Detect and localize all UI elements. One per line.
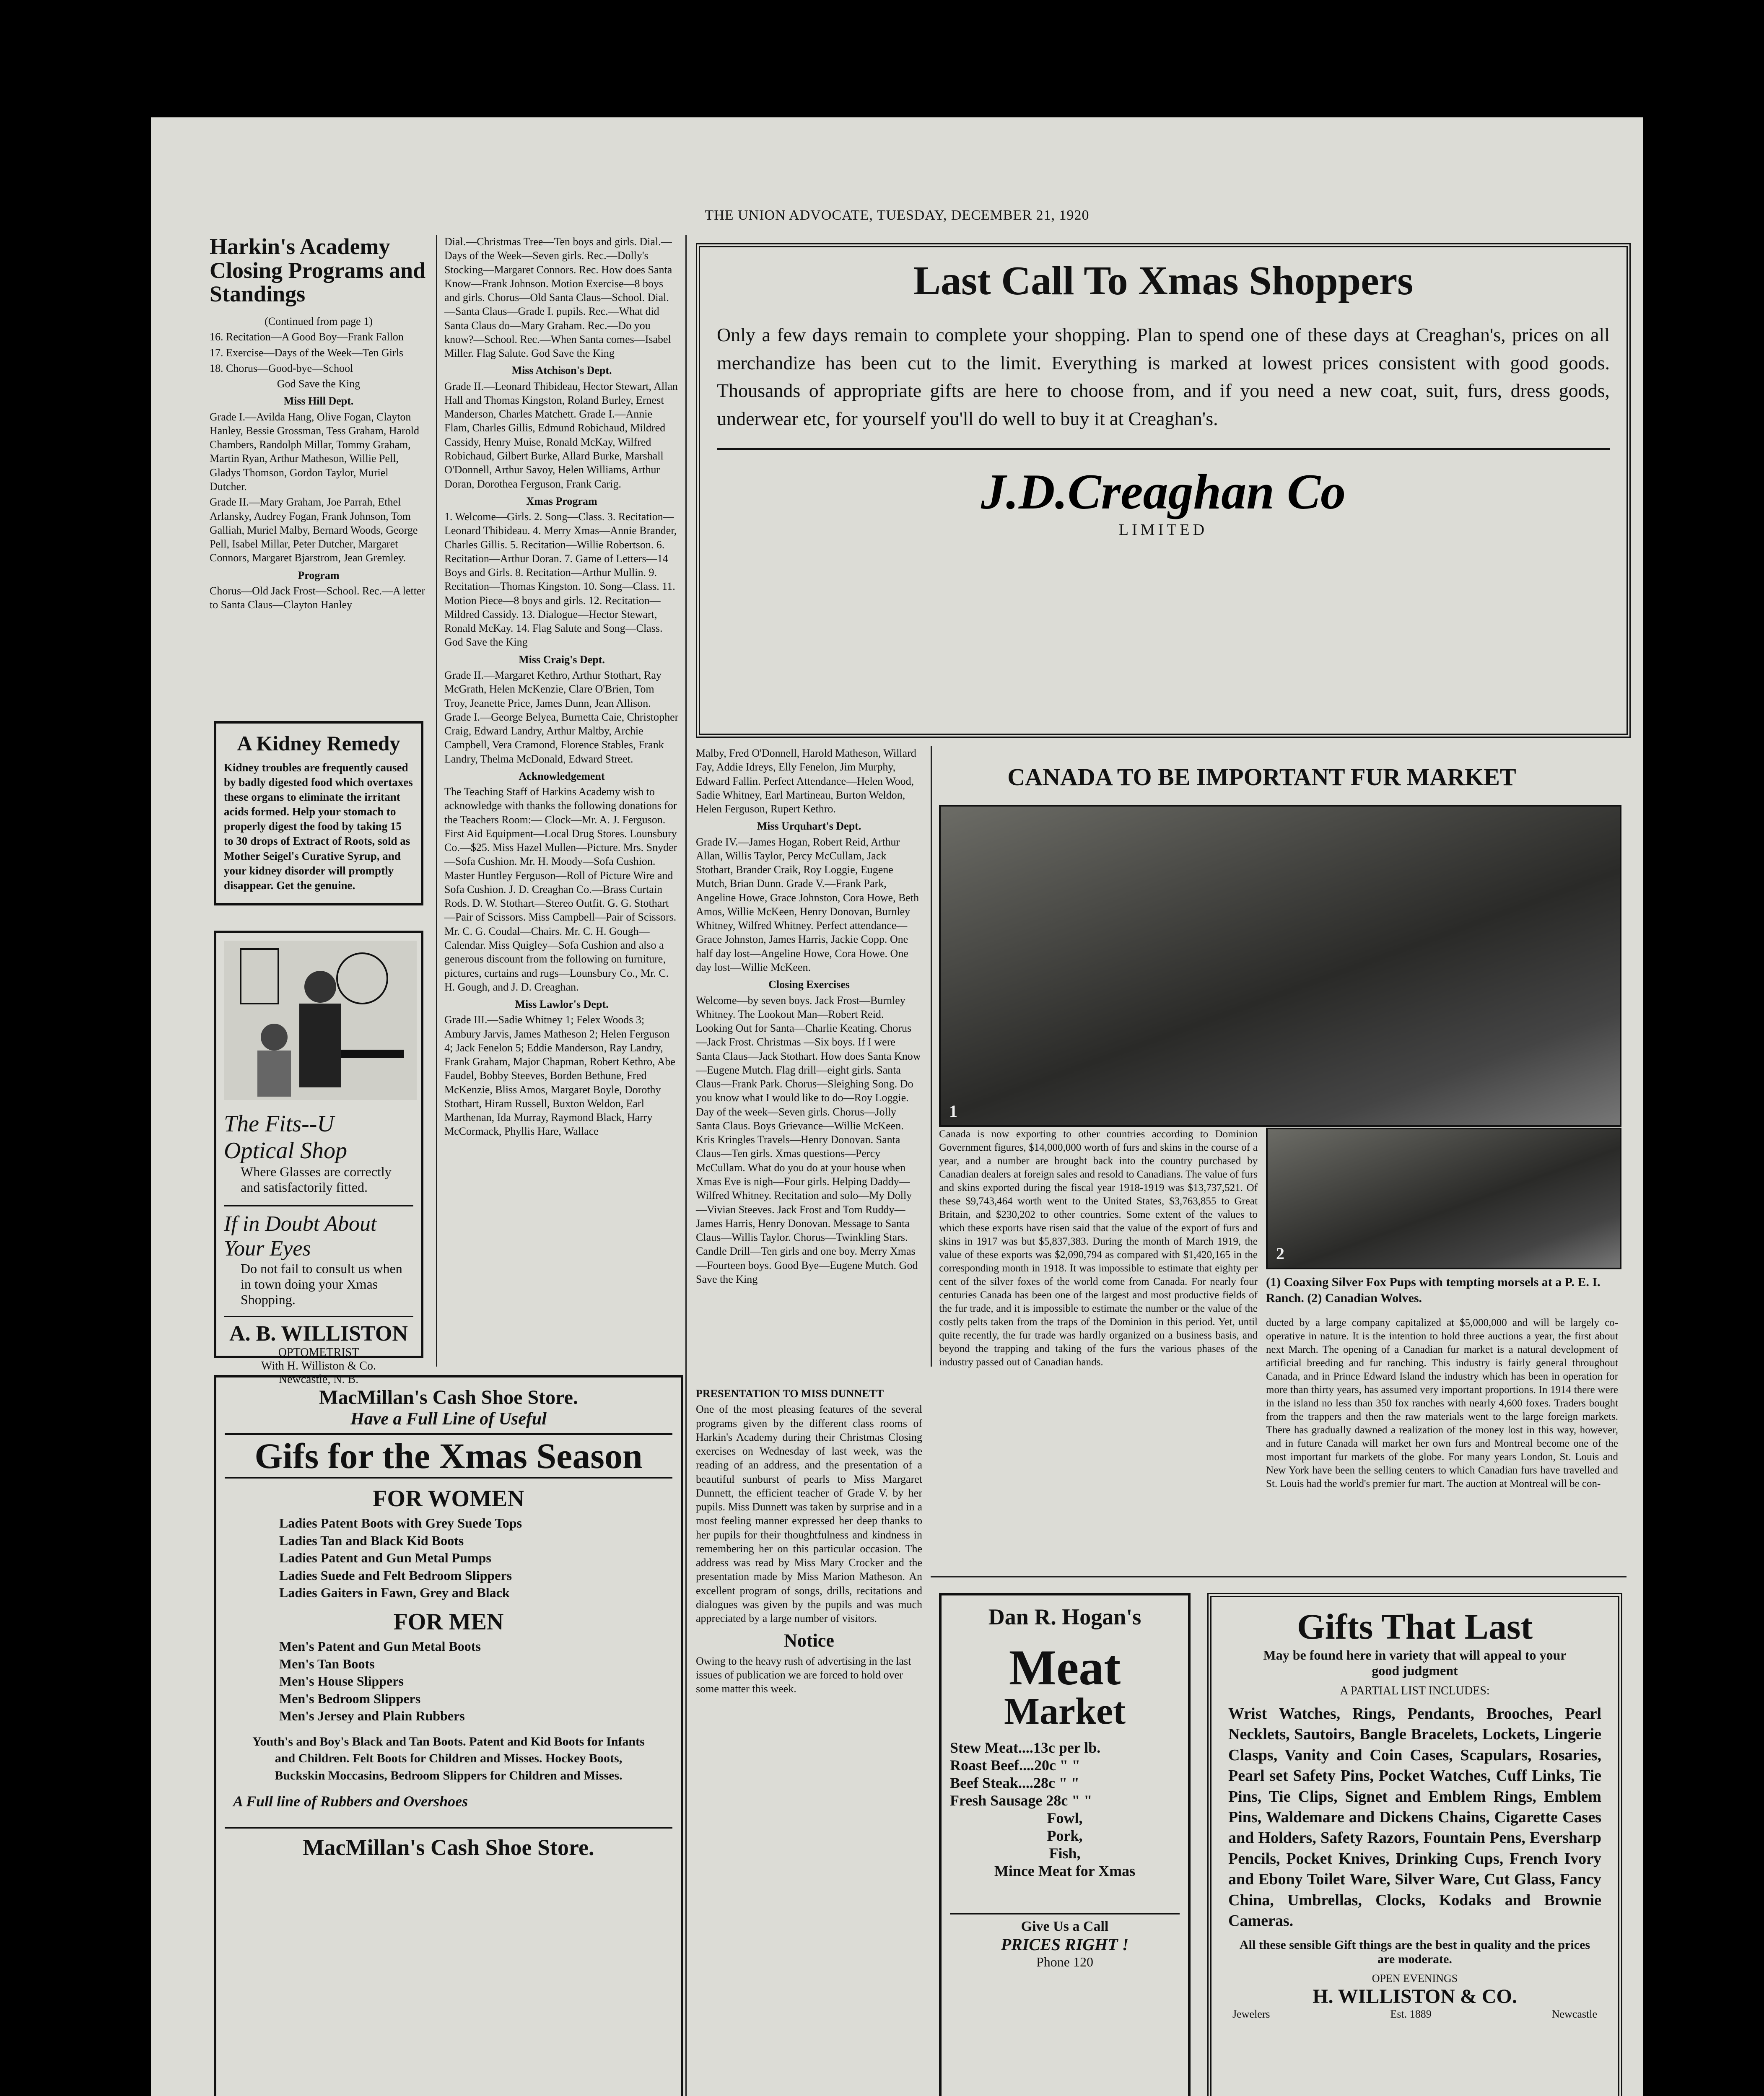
fur-article-text: ducted by a large company capitalized at $5,000,000 and will be largely co-operative in nature. It is the intention to hold three auctions a year, the first about next March. The opening of a Canadian fur market is a natural development of artificial breeding and fur ranching. This industry is fairly general throughout Canada, and in Prince Edward Island the industry which has been in operation for more than thirty years, has assumed very important proportions. In 1914 there were in the island no less than 350 fox ranches with nearly 4,600 foxes. Traders bought from the trappers and then the raw materials went to the large foreign markets. There has gradually dawned a realization of the money lost in this way, however, and in future Canada will market her own furs and Montreal become one of the most important fur markets of the globe. For many years London, St. Louis and New York have been the selling centers to which Canadian furs have travelled and St. Louis had the world's premier fur mart. The auction at Montreal will be con- — [1266, 1317, 1618, 1489]
grade-list: Grade III.—Sadie Whitney 1; Felex Woods 3; Ambury Jarvis, James Matheson 2; Helen Ferguson 4; Jack Fenelon 5; Eddie Manderson, Ray Landry, Frank Graham, Major Chapman, Robert Kethro, Abe Faudel, Bobby Steeves, Borden Bethune, Fred McKenzie, Bliss Amos, Margaret Boyle, Dorothy Stothart, Hiram Russell, Buxton Weldon, Earl Marthenan, Ida Murray, Raymond Black, Harry McCormack, Phyllis Hare, Wallace — [444, 1014, 675, 1138]
optical-shop-ad — [214, 931, 423, 1386]
gifts-partial: A PARTIAL LIST INCLUDES: — [1340, 1684, 1490, 1697]
grade-list: Grade IV.—James Hogan, Robert Reid, Arthur Allan, Willis Taylor, Percy McCullam, Jack Stothart, Brander Craik, Roy Loggie, Eugene Mutch, Brian Dunn. Grade V.—Frank Park, Angeline Howe, Grace Johnston, Cora Howe, Beth Amos, Willie McKeen, Henry Donovan, Burnley Whitney, Wilfred Whitney. Perfect attendance—Grace Johnston, James Harris, Jackie Copp. One half day lost—Angeline Howe, Cora Howe. One day lost—Willie McKeen. — [696, 835, 919, 973]
optical-body-2: Do not fail to consult us when in town doing your Xmas Shopping. — [241, 1261, 402, 1307]
fur-market-headline: CANADA TO BE IMPORTANT FUR MARKET — [1007, 763, 1516, 791]
grade-list: Grade II.—Leonard Thibideau, Hector Stewart, Allan Hall and Thomas Kingston, Roland Burley, Ernest Manderson, Charles Matchett. Grade I.—Annie Flam, Charles Gillis, Edmund Robichaud, Mildred Cassidy, Henry Muise, Ronald McKay, Wilfred Robichaud, Gilbert Burke, Allard Burke, Marshall O'Donnell, Arthur Savoy, Helen Williams, Arthur Doran, Dorothea Ferguson, Frank Carig. — [444, 380, 678, 490]
women-item: Ladies Tan and Black Kid Boots — [279, 1533, 464, 1548]
gifts-jewelers: Jewelers — [1232, 2008, 1270, 2021]
program-item: 18. Chorus—Good-bye—School — [210, 362, 353, 374]
school-program-column — [444, 235, 679, 1367]
program-item: 16. Recitation—A Good Boy—Frank Fallon — [210, 331, 404, 343]
column-rule — [436, 235, 437, 1367]
gifts-note: All these sensible Gift things are the best in quality and the prices are moderate. — [1239, 1938, 1590, 1966]
women-heading: FOR WOMEN — [373, 1486, 524, 1512]
acknowledgement-text: The Teaching Staff of Harkins Academy wish to acknowledge with thanks the following donations for the Teachers Room:— Clock—Mr. A. J. Ferguson. First Aid Equipment—Local Drug Stores. Lounsbury Co.—$25. Miss Hazel Mullen—Picture. Mrs. Snyder—Sofa Cushion. Mr. H. Moody—Sofa Cushion. Master Huntley Ferguson—Roll of Picture Wire and Sofa Cushion. J. D. Creaghan Co.—Brass Curtain Rods. D. W. Stothart—Stereo Outfit. G. G. Stothart—Pair of Scissors. Miss Campbell—Pair of Scissors. Mr. C. G. Coudal—Chairs. Mr. C. H. Gough—Calendar. Miss Quigley—Sofa Cushion and also a generous discount from the following on furniture, pictures, curtains and rugs—Lounsbury Co., Mr. C. H. Gough, and J. D. Creaghan. — [444, 786, 677, 993]
price-line: Mince Meat for Xmas — [994, 1863, 1136, 1879]
xmas-ad-headline: Last Call To Xmas Shoppers — [913, 258, 1414, 304]
men-item: Men's Patent and Gun Metal Boots — [279, 1638, 481, 1654]
photo-number: 2 — [1276, 1244, 1284, 1263]
closing-exercises-column — [696, 746, 922, 1375]
presentation-column — [696, 1383, 922, 2096]
creaghan-logo: J.D.Creaghan Co — [981, 463, 1346, 519]
women-item: Ladies Patent Boots with Grey Suede Tops — [279, 1515, 522, 1530]
xmas-program-heading: Xmas Program — [526, 495, 597, 507]
section-rule — [931, 1576, 1627, 1577]
women-item: Ladies Gaiters in Fawn, Grey and Black — [279, 1585, 510, 1601]
harkins-column — [210, 235, 428, 671]
dept-heading: Miss Urquhart's Dept. — [757, 820, 861, 833]
program-heading: Program — [298, 569, 340, 581]
optical-title-2: Optical Shop — [224, 1138, 347, 1164]
price-line: Pork, — [1047, 1827, 1083, 1844]
acknowledgement-heading: Acknowledgement — [519, 770, 605, 782]
xmas-ad-body: Only a few days remain to complete your shopping. Plan to spend one of these days at Creaghan's, prices on all merchandize has been cut to the limit. Everything is marked at lowest prices consistent with good goods. Thousands of appropriate gifts are here to choose from, and if you need a new coat, suit, furs, dress goods, underwear etc, for yourself you'll do well to buy it at Creaghan's. — [717, 324, 1610, 430]
shoe-store-headline: Gifs for the Xmas Season — [225, 1433, 672, 1479]
program-item: God Save the King — [277, 378, 361, 390]
fur-article-left — [939, 1128, 1258, 1673]
newspaper-page — [151, 117, 1643, 2096]
presentation-text: One of the most pleasing features of the several programs given by the different class rooms of Harkin's Academy during their Christmas Closing exercises on Wednesday of last week, was the reading of an address, and the presentation of a beautiful sunburst of pearls to Miss Margaret Dunnett, the efficient teacher of Grade V. by her pupils. Miss Dunnett was taken by surprise and in a most feeling manner expressed her deep thanks to her pupils for their thoughtfulness and kindness in remembering her on this particular occasion. The address was read by Miss Mary Crocker and the presentation made by Miss Marion Matheson. An excellent program of songs, drills, recitations and dialogues was given by the pupils and was much appreciated by a large number of visitors. — [696, 1403, 922, 1625]
price-line: Fresh Sausage 28c " " — [950, 1792, 1092, 1809]
shoe-store-sub: Have a Full Line of Useful — [350, 1409, 547, 1429]
optometrist-with: With H. Williston & Co. — [261, 1359, 376, 1372]
meat-title: Meat — [1009, 1639, 1121, 1695]
optician-illustration — [224, 941, 417, 1100]
presentation-heading: PRESENTATION TO MISS DUNNETT — [696, 1388, 884, 1400]
price-line: Beef Steak....28c " " — [950, 1774, 1079, 1791]
gifts-store: H. WILLISTON & CO. — [1313, 1985, 1517, 2008]
macmillan-shoe-ad — [214, 1375, 683, 2096]
gifts-open: OPEN EVENINGS — [1372, 1972, 1458, 1985]
dept-heading: Miss Lawlor's Dept. — [515, 998, 609, 1011]
grade-list: Grade I.—Avilda Hang, Olive Fogan, Clayton Hanley, Bessie Grossman, Tess Graham, Harold Chambers, Randolph Millar, Tommy Graham, Martin Ryan, Arthur Matheson, Willie Pell, Gladys Thomson, Gordon Taylor, Muriel Dutcher. — [210, 410, 420, 493]
optometrist-place: Newcastle, N. B. — [278, 1373, 359, 1386]
optical-doubt: If in Doubt About Your Eyes — [224, 1205, 413, 1261]
gifts-sub: May be found here in variety that will appeal to your good judgment — [1263, 1647, 1567, 1678]
grade-list: Malby, Fred O'Donnell, Harold Matheson, Willard Fay, Addie Idreys, Elly Fenelon, Jim Murphy, Edward Fallin. Perfect Attendance—Helen Wood, Sadie Whitney, Earl Martineau, Burton Weldon, Helen Ferguson, Rupert Kethro. — [696, 747, 916, 815]
program-text: Dial.—Christmas Tree—Ten boys and girls. Dial.—Days of the Week—Seven girls. Rec.—Dolly's Stocking—Margaret Connors. Rec. How does Santa Know—Frank Johnson. Motion Exercise—8 boys and girls. Chorus—Old Santa Claus—School. Dial.—Santa Claus—Grade I. pupils. Rec.—What did Santa Claus do—Mary Graham. Rec.—Do you know?—School. Rec.—When Santa comes—Isabel Miller. Flag Salute. God Save the King — [444, 236, 672, 360]
men-item: Men's Tan Boots — [279, 1656, 375, 1671]
kidney-title: A Kidney Remedy — [237, 732, 400, 755]
program-item: 17. Exercise—Days of the Week—Ten Girls — [210, 346, 404, 359]
optical-body-1: Where Glasses are correctly and satisfactorily fitted. — [241, 1164, 392, 1195]
harkins-title: Harkin's Academy Closing Programs and Standings — [210, 234, 426, 307]
women-item: Ladies Patent and Gun Metal Pumps — [279, 1550, 491, 1566]
photo-number: 1 — [949, 1102, 957, 1121]
gifts-title: Gifts That Last — [1297, 1606, 1533, 1647]
men-item: Men's Jersey and Plain Rubbers — [279, 1708, 465, 1724]
wolves-photo — [1266, 1128, 1621, 1269]
price-line: Fowl, — [1047, 1810, 1083, 1826]
column-rule — [931, 746, 932, 1367]
men-heading: FOR MEN — [393, 1608, 504, 1635]
meat-call: Give Us a Call — [950, 1913, 1180, 1935]
price-line: Stew Meat....13c per lb. — [950, 1739, 1101, 1756]
program-text: Welcome—by seven boys. Jack Frost—Burnley Whitney. The Lookout Man—Robert Reid. Looking Out for Santa—Charlie Keating. Chorus—Jack Frost. Christmas —Six boys. If I were Santa Claus—Jack Stothart. How does Santa Know—Eugene Mutch. Flag drill—eight girls. Santa Claus—Frank Park. Chorus—Sleighing Song. Do you know what I would like to do—Roy Loggie. Day of the week—Seven girls. Chorus—Jolly Santa Claus. Boys Grievance—Willie McKeen. Kris Kringles Travels—Henry Donovan. Santa Claus—Ten girls. Xmas questions—Percy McCullam. What do you do at your house when Xmas Eve is nigh—Four girls. Helping Daddy—Wilfred Whitney. Recitation and solo—My Dolly—Vivian Steeves. Jack Frost and Tom Ruddy—James Harris, Henry Donovan. Message to Santa Claus—Willis Taylor. Chorus—Twinkling Stars. Candle Drill—Ten girls and one boy. Merry Xmas—Fourteen boys. Good Bye—Eugene Mutch. God Save the King — [696, 994, 921, 1285]
continued-note: (Continued from page 1) — [265, 315, 373, 328]
price-line: Roast Beef....20c " " — [950, 1757, 1080, 1774]
gifts-est: Est. 1889 — [1390, 2008, 1432, 2021]
caption-text: (1) Coaxing Silver Fox Pups with tempting morsels at a P. E. I. Ranch. (2) Canadian Wolves. — [1266, 1275, 1601, 1305]
program-text: 1. Welcome—Girls. 2. Song—Class. 3. Recitation—Leonard Thibideau. 4. Merry Xmas—Annie Brander, Charles Gillis. 5. Recitation—Willie Robertson. 6. Recitation—Arthur Doran. 7. Game of Letters—14 Boys and Girls. 8. Recitation—Arthur Mullin. 9. Recitation—Thomas Kingston. 10. Song—Class. 11. Motion Piece—8 boys and girls. 12. Recitation—Mildred Cassidy. 13. Dialogue—Hector Stewart, Ronald McKay. 14. Flag Salute and Song—Class. God Save the King — [444, 511, 677, 649]
fur-article-text: Canada is now exporting to other countries according to Dominion Government figures, $14,000,000 worth of furs and skins in the course of a year, and a number are brought back into the country purchased by Canadian dealers at foreign sales and resold to Canadians. The value of furs and skins exported during the fiscal year 1918-1919 was $13,737,521. Of these $9,743,464 worth went to the United States, $3,763,855 to Great Britain, and $230,202 to other countries. Some extent of the values to which these exports have risen said that the value of the export of furs and skins in 1917 was but $5,837,383. During the month of March 1919, the value of these exports was $2,090,794 as compared with $1,420,165 in the corresponding month in 1918. It was impossible to estimate that eighty per cent of the silver foxes of the world come from Canada. For nearly four centuries Canada has been one of the largest and most productive fields of the fur trade, and it is impossible to estimate the number or the value of the costly pelts taken from the traps of the Dominion in this period. Yet, until quite recently, the fur trade was hardly organized on a business basis, and beyond the trapping and taking of the furs the various phases of the industry passed out of Canadian hands. — [939, 1128, 1258, 1368]
meat-market-name: Dan R. Hogan's — [988, 1604, 1141, 1629]
dept-heading: Miss Craig's Dept. — [519, 653, 605, 666]
kidney-body: Kidney troubles are frequently caused by badly digested food which overtaxes these organs to eliminate the irritant acids formed. Help your stomach to properly digest the food by taking 15 to 30 drops of Extract of Roots, sold as Mother Seigel's Curative Syrup, and your kidney disorder will promptly disappear. Get the genuine. — [224, 761, 413, 892]
program-text: Chorus—Old Jack Frost—School. Rec.—A letter to Santa Claus—Clayton Hanley — [210, 584, 425, 611]
grade-list: Grade II.—Margaret Kethro, Arthur Stothart, Ray McGrath, Helen McKenzie, Clare O'Brien, Tom Troy, Jeanette Price, James Dunn, Jean Allison. Grade I.—George Belyea, Burnetta Caie, Christopher Craig, Edward Landry, Arthur Maltby, Archie Campbell, Vera Cramond, Florence Stables, Frank Landry, Thelma McDonald, Edward Street. — [444, 669, 679, 765]
masthead: THE UNION ADVOCATE, TUESDAY, DECEMBER 21, 1920 — [705, 208, 1090, 223]
notice-heading: Notice — [784, 1630, 834, 1651]
grade-list: Grade II.—Mary Graham, Joe Parrah, Ethel Arlansky, Audrey Fogan, Frank Johnson, Tom Galliah, Muriel Malby, Bernard Woods, George Pell, Isabel Millar, Peter Dutcher, Margaret Connors, Margaret Bjarstrom, Jean Gremley. — [210, 496, 418, 564]
rubbers-line: A Full line of Rubbers and Overshoes — [233, 1793, 468, 1810]
closing-heading: Closing Exercises — [768, 978, 850, 991]
men-item: Men's House Slippers — [279, 1673, 404, 1689]
meat-phone: Phone 120 — [1036, 1954, 1093, 1969]
women-item: Ladies Suede and Felt Bedroom Slippers — [279, 1567, 512, 1583]
gifts-that-last-ad — [1207, 1593, 1622, 2096]
youth-text: Youth's and Boy's Black and Tan Boots. Patent and Kid Boots for Infants and Children. Felt Boots for Children and Misses. Hockey Boots, Buckskin Moccasins, Bedroom Slippers for Children and Misses. — [252, 1734, 645, 1782]
shoe-store-title: MacMillan's Cash Shoe Store. — [319, 1386, 578, 1409]
market-title: Market — [1004, 1691, 1126, 1732]
gifts-list: Wrist Watches, Rings, Pendants, Brooches, Pearl Necklets, Sautoirs, Bangle Bracelets, Lockets, Lingerie Clasps, Vanity and Coin Cases, Scapulars, Rosaries, Pearl set Safety Pins, Pocket Watches, Cuff Links, Tie Pins, Tie Clips, Signet and Emblem Rings, Emblem Pins, Waldemare and Dickens Chains, Cigarette Cases and Holders, Safety Razors, Fountain Pens, Eversharp Pencils, Pocket Knives, Drinking Cups, French Ivory and Ebony Toilet Ware, Silver Ware, Cut Glass, Fancy China, Umbrellas, Clocks, Kodaks and Brownie Cameras. — [1228, 1705, 1601, 1930]
kidney-remedy-ad — [214, 721, 423, 905]
meat-market-ad — [939, 1593, 1191, 2096]
shoe-footer: MacMillan's Cash Shoe Store. — [225, 1827, 672, 1860]
fox-ranch-photo — [939, 805, 1621, 1127]
gifts-town: Newcastle — [1551, 2008, 1597, 2021]
creaghan-logo-sub: LIMITED — [1118, 521, 1208, 539]
optometrist-name: A. B. WILLISTON — [224, 1316, 413, 1346]
men-item: Men's Bedroom Slippers — [279, 1691, 421, 1706]
fur-photo-caption — [1266, 1274, 1618, 1312]
optical-title-1: The Fits--U — [224, 1111, 334, 1137]
notice-text: Owing to the heavy rush of advertising in the last issues of publication we are forced to hold over some matter this week. — [696, 1655, 911, 1695]
dept-heading: Miss Hill Dept. — [283, 395, 354, 407]
creaghan-xmas-ad — [696, 243, 1631, 738]
dept-heading: Miss Atchison's Dept. — [511, 364, 612, 377]
meat-prices-right: PRICES RIGHT ! — [1001, 1935, 1129, 1954]
price-line: Fish, — [1049, 1845, 1081, 1862]
column-rule — [685, 235, 687, 2096]
optometrist-role: OPTOMETRIST — [278, 1346, 359, 1359]
